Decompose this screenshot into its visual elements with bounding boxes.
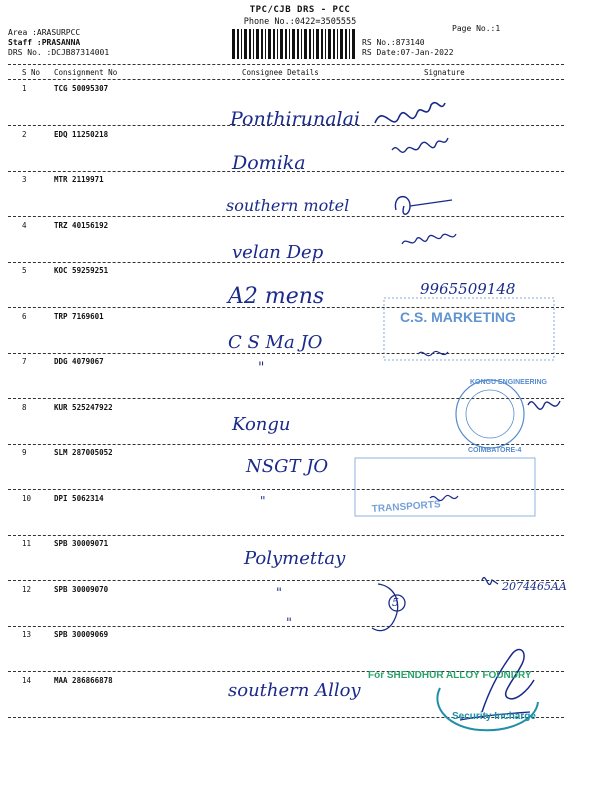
row-serial-number: 12 (22, 585, 32, 594)
ditto-mark-13: " (286, 616, 292, 631)
drs-number: DRS No. :DCJB87314001 (8, 48, 110, 57)
ditto-mark-7: " (258, 360, 265, 376)
consignee-name-11: Polymettay (244, 548, 346, 569)
page-number: Page No.:1 (452, 24, 501, 33)
row-serial-number: 9 (22, 448, 27, 457)
ditto-mark-12: " (276, 586, 282, 601)
row-consignment-number: KOC 59259251 (54, 266, 109, 275)
transport-stamp-text: TRANSPORTS (371, 499, 441, 515)
consignee-name-3: southern motel (226, 196, 350, 215)
row-consignment-number: TRP 7169601 (54, 312, 104, 321)
consignee-name-14: southern Alloy (228, 680, 361, 701)
row-consignment-number: SPB 30009069 (54, 630, 109, 639)
consignee-name-6: C S Ma JO (228, 332, 323, 353)
row-serial-number: 5 (22, 266, 27, 275)
area-field: Area :ARASURPCC (8, 28, 81, 37)
cs-marketing-stamp-title: C.S. MARKETING (400, 309, 516, 325)
row-consignment-number: TRZ 40156192 (54, 221, 109, 230)
consignee-phone-5: 9965509148 (420, 280, 516, 298)
row-consignment-number: MAA 286866878 (54, 676, 113, 685)
col-header-consignment: Consignment No (54, 68, 118, 77)
kongu-stamp (456, 379, 548, 454)
consignee-name-2: Domika (232, 152, 306, 174)
row-serial-number: 13 (22, 630, 32, 639)
signature-reference-12: 2074465AA (502, 580, 567, 593)
col-header-consignee: Consignee Details (242, 68, 319, 77)
transport-stamp (355, 458, 535, 516)
row-consignment-number: TCG 50095307 (54, 84, 109, 93)
shendhur-stamp-role: Security Incharge (452, 711, 536, 722)
rs-date: RS Date:07-Jan-2022 (362, 48, 454, 57)
staff-field: Staff :PRASANNA (8, 38, 81, 47)
consignee-name-5: A2 mens (228, 284, 325, 309)
kongu-stamp-city: COIMBATORE-4 (468, 447, 522, 454)
sheet-title: TPC/CJB DRS - PCC (249, 5, 351, 15)
row-consignment-number: DPI 5062314 (54, 494, 104, 503)
row-serial-number: 4 (22, 221, 27, 230)
row-serial-number: 10 (22, 494, 32, 503)
row-consignment-number: SPB 30009071 (54, 539, 109, 548)
row-serial-number: 3 (22, 175, 27, 184)
row-consignment-number: MTR 2119971 (54, 175, 104, 184)
col-header-sno: S No (22, 68, 41, 77)
row-serial-number: 8 (22, 403, 27, 412)
cs-marketing-stamp (384, 298, 554, 360)
shendhur-stamp (368, 670, 538, 730)
row-serial-number: 11 (22, 539, 32, 548)
shendhur-stamp-name: For SHENDHUR ALLOY FOUNDRY (368, 670, 532, 681)
col-header-signature: Signature (424, 68, 465, 77)
ditto-mark-10: " (260, 494, 266, 508)
row-consignment-number: EDQ 11250218 (54, 130, 109, 139)
row-serial-number: 6 (22, 312, 27, 321)
row-serial-number: 14 (22, 676, 32, 685)
row-consignment-number: SLM 287005052 (54, 448, 113, 457)
consignee-name-9: NSGT JO (246, 456, 329, 477)
row-serial-number: 1 (22, 84, 27, 93)
consignee-name-4: velan Dep (232, 242, 324, 263)
row-consignment-number: SPB 30009070 (54, 585, 109, 594)
row-serial-number: 2 (22, 130, 27, 139)
consignee-name-8: Kongu (232, 414, 291, 435)
rs-number: RS No.:873140 (362, 38, 425, 47)
kongu-stamp-name: KONGU ENGINEERING (470, 379, 548, 386)
row-consignment-number: KUR 525247922 (54, 403, 113, 412)
phone-number: Phone No.:0422=3505555 (243, 17, 357, 27)
consignee-name-1: Ponthirunalai (230, 108, 361, 130)
row-serial-number: 7 (22, 357, 27, 366)
row-consignment-number: DDG 4079067 (54, 357, 104, 366)
circled-mark: 5 (392, 596, 399, 609)
